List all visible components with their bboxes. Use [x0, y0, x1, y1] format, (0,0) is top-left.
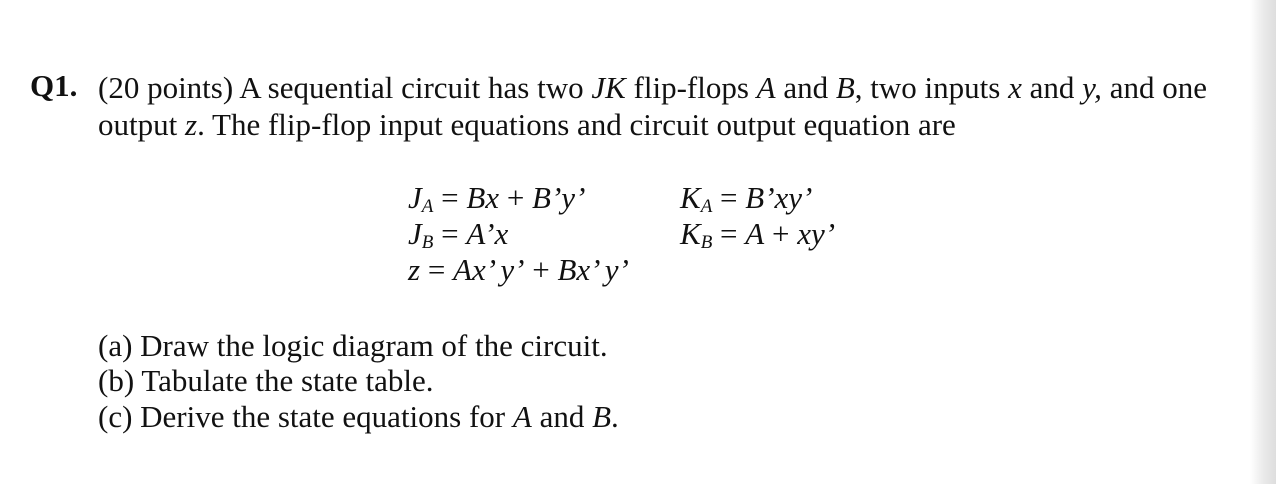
page-edge-shadow	[1250, 0, 1276, 484]
equation-ja: $J_A = Bx$ + B’y’	[408, 180, 586, 217]
equation-z: z = Ax’ y’ + Bx’ y’	[408, 252, 629, 287]
question-stem-line-1: (20 points) A sequential circuit has two JK flip-flops A and B, two inputs x and y, and one	[98, 70, 1207, 105]
equation-ka: $K_A$ = B’xy’	[680, 180, 813, 217]
equation-kb: $K_B = A$ + xy’	[680, 216, 836, 253]
part-a: (a) Draw the logic diagram of the circuit.	[98, 328, 608, 363]
equation-jb: $J_B$ = A’x	[408, 216, 509, 253]
part-b: (b) Tabulate the state table.	[98, 363, 434, 398]
question-stem-line-2: output z. The flip-flop input equations and circuit output equation are	[98, 107, 956, 142]
question-number: Q1.	[30, 68, 78, 103]
part-c: (c) Derive the state equations for A and B.	[98, 399, 619, 434]
